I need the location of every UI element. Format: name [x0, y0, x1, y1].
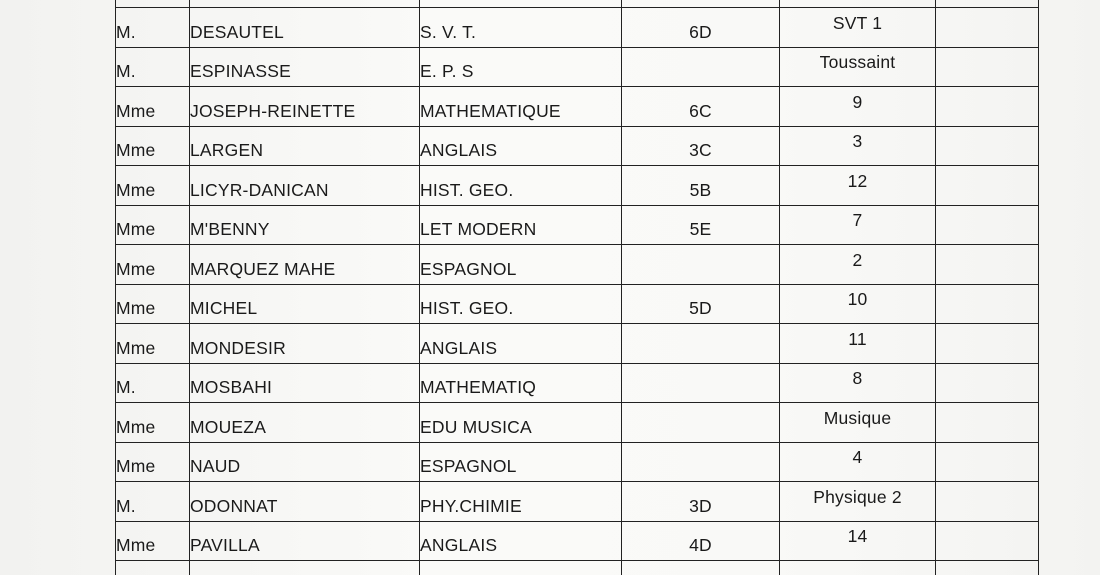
- row-blank-cell: [936, 0, 1039, 8]
- row-subject-text: MATHEMATIQUE: [420, 100, 561, 121]
- row-title-text: M.: [116, 495, 136, 516]
- table-row: [116, 363, 1039, 403]
- roster-body: [116, 0, 1039, 575]
- row-room-cell: [780, 363, 936, 403]
- row-name-cell: [190, 363, 420, 403]
- row-title-cell: [116, 324, 190, 364]
- row-subject-cell: [420, 442, 622, 482]
- table-row: [116, 126, 1039, 166]
- row-class-cell: [622, 245, 780, 285]
- row-class-text: 3D: [689, 495, 712, 516]
- row-blank-cell: [936, 324, 1039, 364]
- row-class-cell: [622, 126, 780, 166]
- table-row: [116, 403, 1039, 443]
- row-subject-cell: [420, 126, 622, 166]
- row-title-cell: [116, 47, 190, 87]
- row-subject-cell: [420, 284, 622, 324]
- row-blank-cell: [936, 561, 1039, 575]
- row-title-cell: [116, 363, 190, 403]
- row-room-text: 11: [848, 328, 867, 349]
- table-row: [116, 561, 1039, 575]
- row-class-text: 6D: [689, 21, 712, 42]
- row-subject-text: ANGLAIS: [420, 140, 498, 161]
- row-title-cell: [116, 521, 190, 561]
- row-name-cell: [190, 8, 420, 48]
- row-subject-cell: [420, 324, 622, 364]
- row-room-cell: [780, 284, 936, 324]
- row-class-text: 5B: [689, 179, 712, 200]
- row-subject-text: PHY.CHIMIE: [420, 495, 522, 516]
- row-title-cell: [116, 245, 190, 285]
- table-row: [116, 284, 1039, 324]
- row-title-text: Mme: [116, 219, 156, 240]
- row-class-cell: [622, 166, 780, 206]
- table-row: [116, 482, 1039, 522]
- row-blank-cell: [936, 363, 1039, 403]
- row-room-cell: [780, 561, 936, 575]
- row-subject-cell: [420, 561, 622, 575]
- row-subject-text: S. V. T.: [420, 21, 477, 42]
- row-title-text: Mme: [116, 337, 156, 358]
- row-name-cell: [190, 403, 420, 443]
- row-title-cell: [116, 126, 190, 166]
- row-room-text: 7: [852, 210, 863, 231]
- row-title-cell: [116, 87, 190, 127]
- row-class-cell: [622, 482, 780, 522]
- row-subject-text: ESPAGNOL: [420, 456, 517, 477]
- row-name-cell: [190, 0, 420, 8]
- row-class-cell: [622, 324, 780, 364]
- row-name-cell: [190, 482, 420, 522]
- row-title-cell: [116, 284, 190, 324]
- row-room-cell: [780, 521, 936, 561]
- row-name-text: MOUEZA: [190, 416, 267, 437]
- row-subject-cell: [420, 482, 622, 522]
- row-subject-cell: [420, 245, 622, 285]
- row-room-text: SVT 1: [832, 12, 883, 33]
- row-class-cell: [622, 403, 780, 443]
- row-blank-cell: [936, 126, 1039, 166]
- row-room-text: 4: [852, 447, 863, 468]
- row-subject-cell: [420, 363, 622, 403]
- row-blank-cell: [936, 403, 1039, 443]
- row-room-text: 10: [847, 289, 868, 310]
- row-name-cell: [190, 87, 420, 127]
- row-subject-cell: [420, 166, 622, 206]
- row-title-text: Mme: [116, 179, 156, 200]
- row-title-text: Mme: [116, 140, 156, 161]
- row-name-text: LICYR-DANICAN: [190, 179, 329, 200]
- row-room-cell: [780, 403, 936, 443]
- row-title-text: M.: [116, 61, 136, 82]
- row-room-text: Physique 2: [813, 486, 902, 507]
- row-class-cell: [622, 0, 780, 8]
- row-class-text: 3C: [689, 140, 712, 161]
- row-name-cell: [190, 47, 420, 87]
- row-blank-cell: [936, 87, 1039, 127]
- row-blank-cell: [936, 442, 1039, 482]
- row-blank-cell: [936, 482, 1039, 522]
- row-title-text: M.: [116, 21, 136, 42]
- row-room-cell: [780, 324, 936, 364]
- row-room-text: 3: [852, 131, 863, 152]
- row-subject-cell: [420, 47, 622, 87]
- row-class-cell: [622, 284, 780, 324]
- row-title-cell: [116, 442, 190, 482]
- row-title-text: Mme: [116, 535, 156, 556]
- row-name-text: PAVILLA: [190, 535, 260, 556]
- row-subject-cell: [420, 521, 622, 561]
- row-title-cell: [116, 0, 190, 8]
- table-row: [116, 47, 1039, 87]
- row-subject-cell: [420, 8, 622, 48]
- row-name-cell: [190, 166, 420, 206]
- row-class-cell: [622, 87, 780, 127]
- row-room-cell: [780, 87, 936, 127]
- row-title-cell: [116, 205, 190, 245]
- row-title-text: Mme: [116, 416, 156, 437]
- row-class-text: 6C: [689, 100, 712, 121]
- row-name-text: DESAUTEL: [190, 21, 284, 42]
- row-room-text: Musique: [823, 407, 892, 428]
- row-blank-cell: [936, 166, 1039, 206]
- row-class-cell: [622, 521, 780, 561]
- row-name-cell: [190, 324, 420, 364]
- row-subject-text: ESPAGNOL: [420, 258, 517, 279]
- table-row: [116, 245, 1039, 285]
- row-title-text: M.: [116, 377, 136, 398]
- row-name-text: LARGEN: [190, 140, 264, 161]
- row-room-cell: [780, 126, 936, 166]
- row-name-text: MICHEL: [190, 298, 258, 319]
- row-subject-text: E. P. S: [420, 61, 474, 82]
- row-name-cell: [190, 442, 420, 482]
- row-room-text: Toussaint: [819, 52, 896, 73]
- row-name-text: MONDESIR: [190, 337, 286, 358]
- row-name-cell: [190, 126, 420, 166]
- row-subject-text: LET MODERN: [420, 219, 537, 240]
- row-class-cell: [622, 442, 780, 482]
- row-blank-cell: [936, 205, 1039, 245]
- table-row: [116, 0, 1039, 8]
- row-subject-cell: [420, 205, 622, 245]
- row-class-cell: [622, 205, 780, 245]
- row-title-text: Mme: [116, 456, 156, 477]
- row-room-cell: [780, 245, 936, 285]
- table-row: [116, 166, 1039, 206]
- row-subject-text: MATHEMATIQ: [420, 377, 537, 398]
- row-room-cell: [780, 442, 936, 482]
- row-name-text: ESPINASSE: [190, 61, 292, 82]
- row-subject-cell: [420, 403, 622, 443]
- row-class-text: 5D: [689, 298, 712, 319]
- row-class-text: 5E: [689, 219, 712, 240]
- row-class-cell: [622, 8, 780, 48]
- row-room-cell: [780, 482, 936, 522]
- table-row: [116, 8, 1039, 48]
- row-blank-cell: [936, 8, 1039, 48]
- row-blank-cell: [936, 47, 1039, 87]
- table-row: [116, 205, 1039, 245]
- staff-roster-table: [115, 0, 1039, 575]
- row-subject-cell: [420, 0, 622, 8]
- row-room-cell: [780, 47, 936, 87]
- row-room-text: 2: [852, 249, 863, 270]
- row-room-text: 12: [847, 170, 868, 191]
- row-subject-text: ANGLAIS: [420, 535, 498, 556]
- row-class-cell: [622, 47, 780, 87]
- row-name-text: M'BENNY: [190, 219, 270, 240]
- row-room-cell: [780, 205, 936, 245]
- row-subject-text: ANGLAIS: [420, 337, 498, 358]
- row-name-text: NAUD: [190, 456, 241, 477]
- row-title-cell: [116, 8, 190, 48]
- row-title-text: Mme: [116, 298, 156, 319]
- table-row: [116, 87, 1039, 127]
- row-room-cell: [780, 8, 936, 48]
- row-room-text: 9: [852, 91, 863, 112]
- row-name-text: ODONNAT: [190, 495, 278, 516]
- row-room-text: 8: [852, 368, 863, 389]
- row-blank-cell: [936, 245, 1039, 285]
- row-subject-text: HIST. GEO.: [420, 298, 514, 319]
- row-title-text: Mme: [116, 258, 156, 279]
- row-subject-text: EDU MUSICA: [420, 416, 532, 437]
- row-subject-text: HIST. GEO.: [420, 179, 514, 200]
- table-row: [116, 442, 1039, 482]
- row-room-text: 14: [847, 526, 868, 547]
- row-name-cell: [190, 205, 420, 245]
- row-name-cell: [190, 521, 420, 561]
- row-name-cell: [190, 561, 420, 575]
- row-name-cell: [190, 284, 420, 324]
- row-title-cell: [116, 561, 190, 575]
- table-row: [116, 521, 1039, 561]
- row-title-cell: [116, 482, 190, 522]
- row-name-text: MOSBAHI: [190, 377, 273, 398]
- row-name-text: MARQUEZ MAHE: [190, 258, 336, 279]
- row-blank-cell: [936, 521, 1039, 561]
- row-room-cell: [780, 0, 936, 8]
- row-subject-cell: [420, 87, 622, 127]
- row-name-cell: [190, 245, 420, 285]
- row-blank-cell: [936, 284, 1039, 324]
- row-class-cell: [622, 363, 780, 403]
- row-title-cell: [116, 166, 190, 206]
- row-title-text: Mme: [116, 100, 156, 121]
- table-row: [116, 324, 1039, 364]
- row-class-cell: [622, 561, 780, 575]
- row-title-cell: [116, 403, 190, 443]
- row-name-text: JOSEPH-REINETTE: [190, 100, 356, 121]
- row-room-cell: [780, 166, 936, 206]
- row-class-text: 4D: [689, 535, 712, 556]
